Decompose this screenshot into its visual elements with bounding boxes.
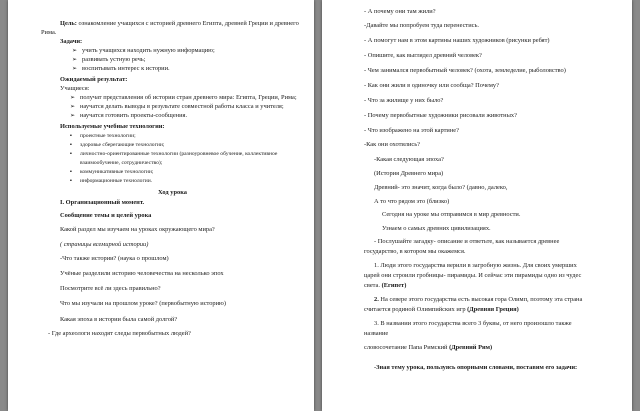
question-line: Что мы изучали на прошлом уроке? (первобытную историю) bbox=[60, 300, 226, 307]
text-fragment: света. bbox=[364, 282, 382, 289]
document-page-left bbox=[8, 0, 314, 411]
riddle-item-3-answer-line bbox=[364, 344, 492, 352]
riddle-item-1: царей они строили гробницы- пирамиды. И сейчас эти пирамиды одно из чудес bbox=[364, 272, 582, 279]
question-line: -Как они охотились? bbox=[364, 141, 420, 148]
text-fragment: словосочетание Папа Римский bbox=[364, 344, 450, 351]
goal-text-continued: Рима. bbox=[41, 29, 57, 36]
answer-rome: (Древний Рим) bbox=[449, 344, 493, 351]
task-item: ➢ учить учащихся находить нужную информацию; bbox=[72, 47, 215, 55]
ancient-question: Древний- это значит, когда было? (давно, далеко, bbox=[374, 184, 508, 191]
question-line: - Как они жили в одиночку или сообща? Почему? bbox=[364, 82, 499, 89]
tech-item: ▪ проектные технологии; bbox=[70, 132, 136, 140]
riddle-line: - Послушайте загадку- описание и ответьте, как называется древнее bbox=[374, 238, 560, 245]
riddle-item-3: название bbox=[364, 330, 389, 337]
answer-line: ( страницы всемирной истории) bbox=[60, 241, 149, 248]
text-fragment: считается родиной Олимпийских игр bbox=[364, 306, 468, 313]
org-moment: I. Организационный момент. bbox=[60, 199, 145, 206]
expected-heading: Ожидаемый результат: bbox=[60, 76, 128, 83]
question-line: - Почему первобытные художники рисовали животных? bbox=[364, 112, 517, 119]
next-epoch-answer: (История Древнего мира) bbox=[374, 170, 444, 177]
expected-item: ➢ научатся готовить проекты-сообщения. bbox=[70, 112, 187, 120]
answer-greece: (Древняя Греция) bbox=[467, 306, 519, 313]
document-page-right bbox=[322, 0, 632, 411]
next-epoch-question: -Какая следующая эпоха? bbox=[374, 156, 444, 163]
tech-item: ▪ личностно-ориентированные технологии (разноуровневое обучение, коллективное bbox=[70, 150, 277, 158]
tech-item: ▪ коммуникативные технологии; bbox=[70, 168, 153, 176]
goal-line bbox=[60, 20, 299, 28]
tech-heading: Используемые учебные технологии: bbox=[60, 123, 165, 130]
question-line: -Давайте мы попробуем туда перенестись. bbox=[364, 22, 479, 29]
question-line: Какой раздел мы изучаем на уроках окружающего мира? bbox=[60, 226, 215, 233]
expected-sub: Учащиеся: bbox=[60, 85, 90, 92]
goal-label: Цель: bbox=[60, 20, 77, 27]
question-line: - Где археологи находят следы первобытных людей? bbox=[48, 330, 191, 337]
today-journey: Сегодня на уроке мы отправимся в мир древности. bbox=[382, 211, 521, 218]
goal-text: ознакомление учащихся с историей древнего Египта, древней Греции и древнего bbox=[76, 20, 299, 27]
near-question: А то что рядом это (близко) bbox=[374, 198, 450, 205]
question-line: Какая эпоха в истории была самой долгой? bbox=[60, 316, 178, 323]
riddle-item-1: 1. Люди этого государства верили в загробную жизнь. Для своих умерших bbox=[374, 262, 577, 269]
riddle-item-3: 3. В названии этого государства всего 3 буквы, от него произошло также bbox=[374, 320, 572, 327]
answer-egypt: (Египет) bbox=[381, 282, 407, 289]
text-line: Учёные разделили историю человечества на несколько эпох bbox=[60, 270, 224, 277]
final-task-line: -Зная тему урока, пользуясь опорными словами, поставим его задачи: bbox=[374, 364, 578, 371]
expected-item: ➢ научатся делать выводы в результате совместной работы класса и учителя; bbox=[70, 103, 284, 111]
lesson-heading: Ход урока bbox=[158, 189, 187, 196]
question-line: Посмотрите всё ли здесь правильно? bbox=[60, 285, 161, 292]
question-line: - Что за жилище у них было? bbox=[364, 97, 444, 104]
riddle-line: государство, в котором мы окажемся. bbox=[364, 248, 466, 255]
task-item: ➢ воспитывать интерес к истории. bbox=[72, 65, 170, 73]
item-number: 2. bbox=[374, 296, 379, 303]
tech-item-continued: взаимообучение, сотрудничество); bbox=[80, 160, 163, 166]
question-line: -Что также истории? (наука о прошлом) bbox=[60, 255, 169, 262]
text-fragment: На севере этого государства есть высокая гора Олимп, поэтому эта страна bbox=[378, 296, 583, 303]
question-line: - А почему они там жили? bbox=[364, 8, 436, 15]
civilizations-line: Узнаем о самых древних цивилизациях. bbox=[382, 225, 491, 232]
riddle-item-2-answer-line bbox=[364, 306, 519, 314]
task-item: ➢ развивать устную речь; bbox=[72, 56, 146, 64]
riddle-item-2 bbox=[374, 296, 582, 304]
expected-item: ➢ получат представления об истории стран древнего мира: Египта, Греции, Рима; bbox=[70, 94, 297, 102]
question-line: - Опишите, как выглядел древний человек? bbox=[364, 52, 482, 59]
question-line: - Чем занимался первобытный человек? (охота, земледелие, рыболовство) bbox=[364, 67, 566, 74]
tech-item: ▪ информационные технологии. bbox=[70, 177, 152, 185]
tech-item: ▪ здоровье сберегающие технологии; bbox=[70, 141, 164, 149]
tasks-heading: Задачи: bbox=[60, 38, 83, 45]
question-line: - Что изображено на этой картине? bbox=[364, 127, 459, 134]
question-line: - А помогут нам в этом картины наших художников (рисунки ребят) bbox=[364, 37, 550, 44]
riddle-item-1-answer-line bbox=[364, 282, 406, 290]
topic-heading: Сообщение темы и целей урока bbox=[60, 212, 152, 219]
